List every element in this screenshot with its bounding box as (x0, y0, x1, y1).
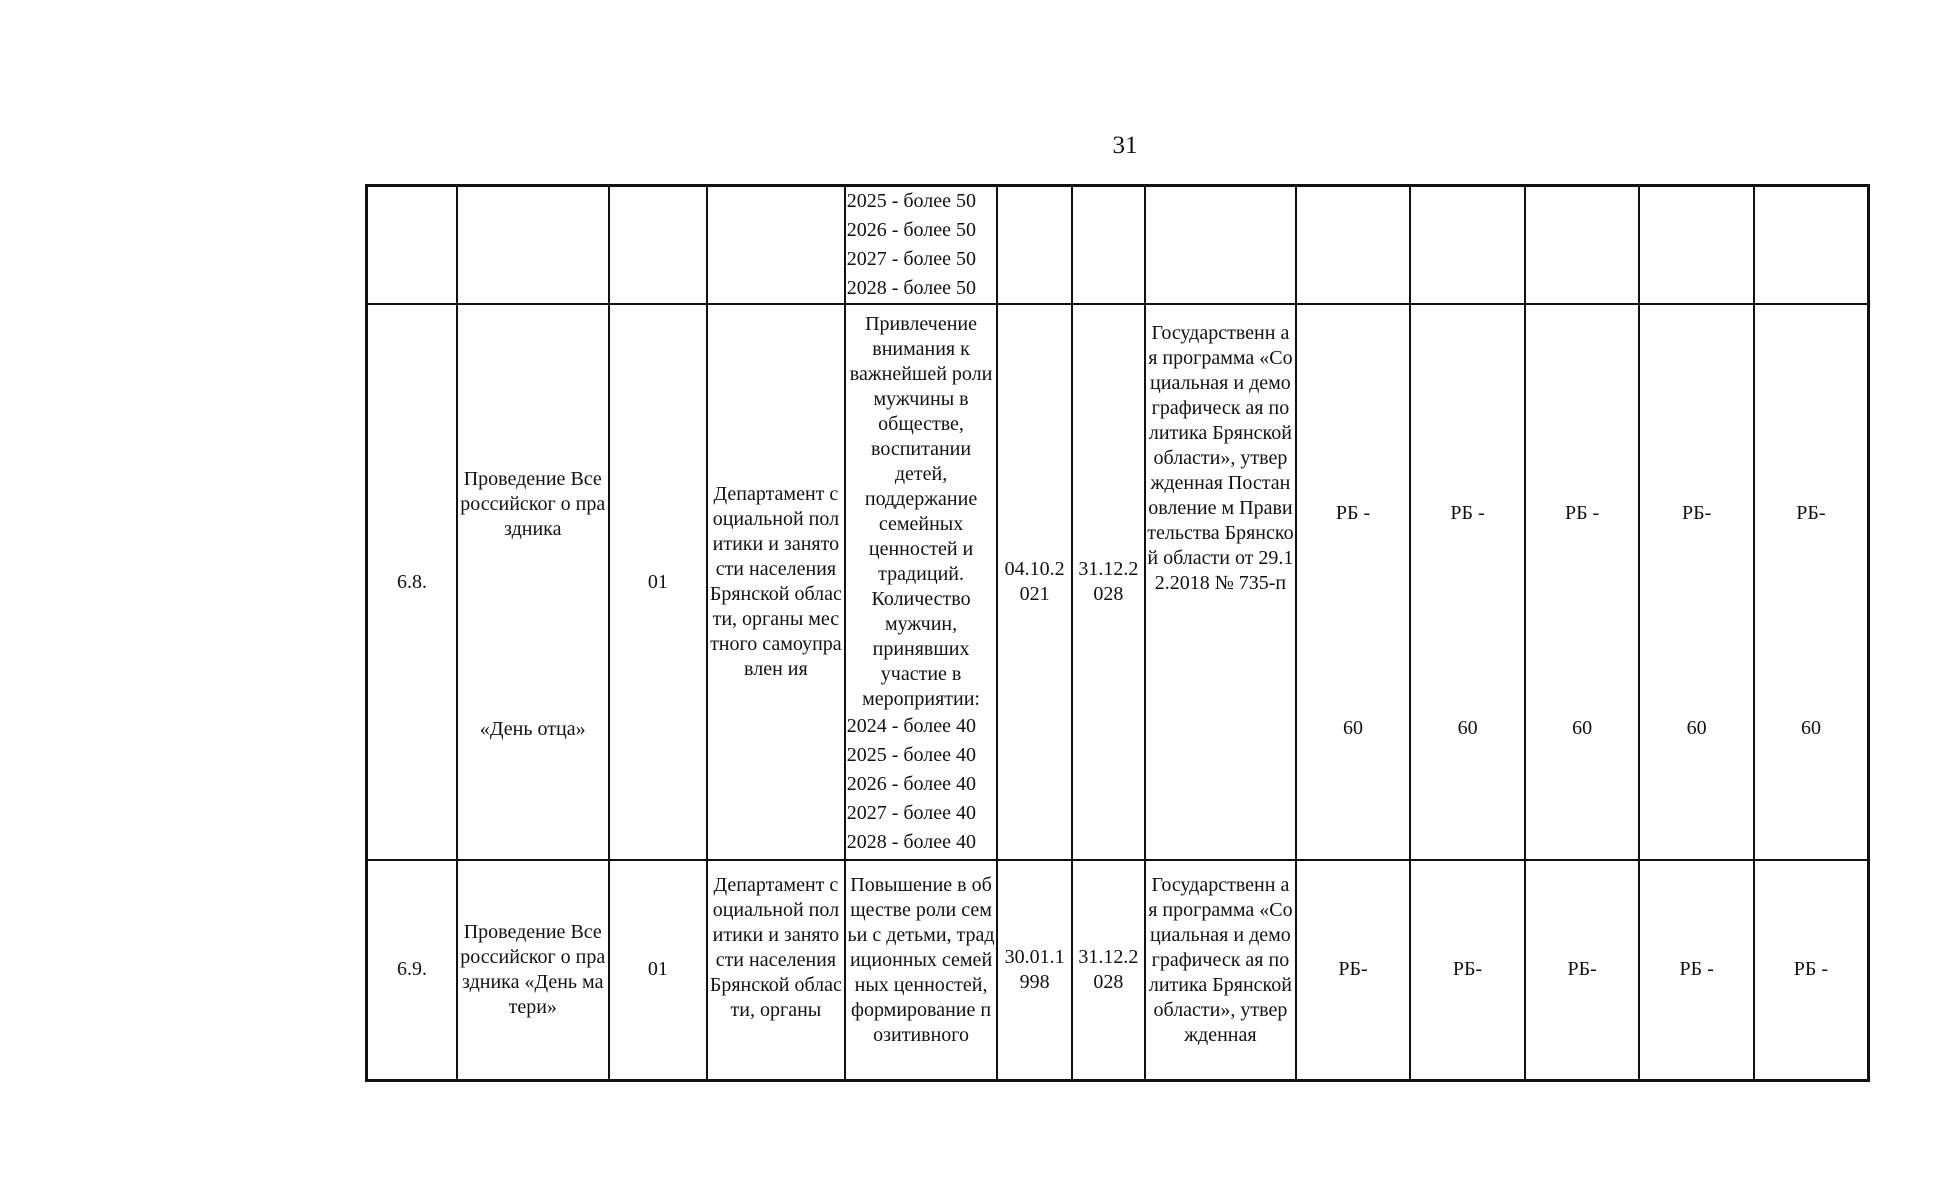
indicator-cell (845, 304, 998, 860)
funding-amount: 60 (1343, 717, 1364, 739)
indicator-item: 2026 - более 50 (846, 219, 977, 241)
basis-cell: Государственн ая программа «Социальная и демографическ ая политика Брянской области», утвержденная (1145, 860, 1296, 1080)
code-cell: 01 (609, 304, 707, 860)
cell-empty (1410, 186, 1525, 305)
indicator-cell (845, 186, 998, 305)
start-date-cell: 30.01.1 998 (997, 860, 1071, 1080)
indicator-list (847, 187, 996, 303)
cell-empty (707, 186, 845, 305)
measure-name-cell (457, 304, 609, 860)
funding-amount: 60 (1457, 717, 1478, 739)
row-number: 6.9. (367, 860, 457, 1080)
indicator-item: 2026 - более 40 (846, 772, 977, 795)
cell-empty (609, 186, 707, 305)
end-date-cell: 31.12.2 028 (1072, 860, 1145, 1080)
indicator-item: 2027 - более 40 (846, 801, 977, 824)
funding-source: РБ- (1681, 502, 1712, 524)
executor-cell: Департамент социальной политики и занятости населения Брянской области, органы местного самоуправлен ия (707, 304, 845, 860)
measure-name-quoted: «День отца» (479, 718, 586, 740)
funding-source: РБ- (1525, 860, 1640, 1080)
indicator-cell: Повышение в обществе роли семьи с детьми, традиционных семейных ценностей, формирование позитивного (845, 860, 998, 1080)
funding-source: РБ- (1296, 860, 1411, 1080)
cell-empty (457, 186, 609, 305)
table-row (367, 860, 1869, 1080)
indicator-item: 2025 - более 40 (846, 743, 977, 766)
funding-cell (1296, 304, 1411, 860)
table-row (367, 186, 1869, 305)
cell-empty (1296, 186, 1411, 305)
start-date-cell: 04.10.2 021 (997, 304, 1071, 860)
indicator-item: 2027 - более 50 (846, 248, 977, 270)
row-number: 6.8. (367, 304, 457, 860)
cell-empty (367, 186, 457, 305)
funding-cell (1410, 304, 1525, 860)
executor-cell: Департамент социальной политики и занятости населения Брянской области, органы (707, 860, 845, 1080)
indicator-item: 2024 - более 40 (846, 714, 977, 737)
measure-name: Проведение Всероссийског о праздника (460, 468, 606, 540)
cell-empty (997, 186, 1071, 305)
measures-table (365, 184, 1870, 1082)
funding-cell (1754, 304, 1869, 860)
indicator-item: 2025 - более 50 (846, 190, 977, 212)
cell-empty (1072, 186, 1145, 305)
cell-empty (1525, 186, 1640, 305)
funding-source: РБ - (1639, 860, 1754, 1080)
cell-empty (1145, 186, 1296, 305)
funding-cell (1525, 304, 1640, 860)
cell-empty (1639, 186, 1754, 305)
funding-source: РБ - (1450, 502, 1485, 524)
indicator-text: Привлечение внимания к важнейшей роли мужчины в обществе, воспитании детей, поддержание семейных ценностей и традиций. Количество мужчин, принявших участие в мероприятии: (849, 312, 993, 710)
measure-name-cell: Проведение Всероссийског о праздника «День матери» (457, 860, 609, 1080)
indicator-list (847, 712, 996, 857)
cell-empty (1754, 186, 1869, 305)
funding-source: РБ- (1410, 860, 1525, 1080)
page-number: 31 (1112, 132, 1138, 159)
table-row (367, 304, 1869, 860)
basis-cell: Государственн ая программа «Социальная и демографическ ая политика Брянской области», утвержденная Постановление м Правительства Брянской области от 29.12.2018 № 735-п (1145, 304, 1296, 860)
funding-amount: 60 (1686, 717, 1707, 739)
indicator-item: 2028 - более 40 (846, 830, 977, 853)
funding-amount: 60 (1800, 717, 1821, 739)
funding-source: РБ - (1754, 860, 1869, 1080)
end-date-cell: 31.12.2 028 (1072, 304, 1145, 860)
funding-source: РБ- (1796, 502, 1826, 524)
funding-source: РБ - (1564, 502, 1600, 524)
funding-amount: 60 (1572, 717, 1593, 739)
funding-cell (1639, 304, 1754, 860)
indicator-item: 2028 - более 50 (846, 277, 977, 299)
funding-source: РБ - (1335, 502, 1371, 524)
code-cell: 01 (609, 860, 707, 1080)
